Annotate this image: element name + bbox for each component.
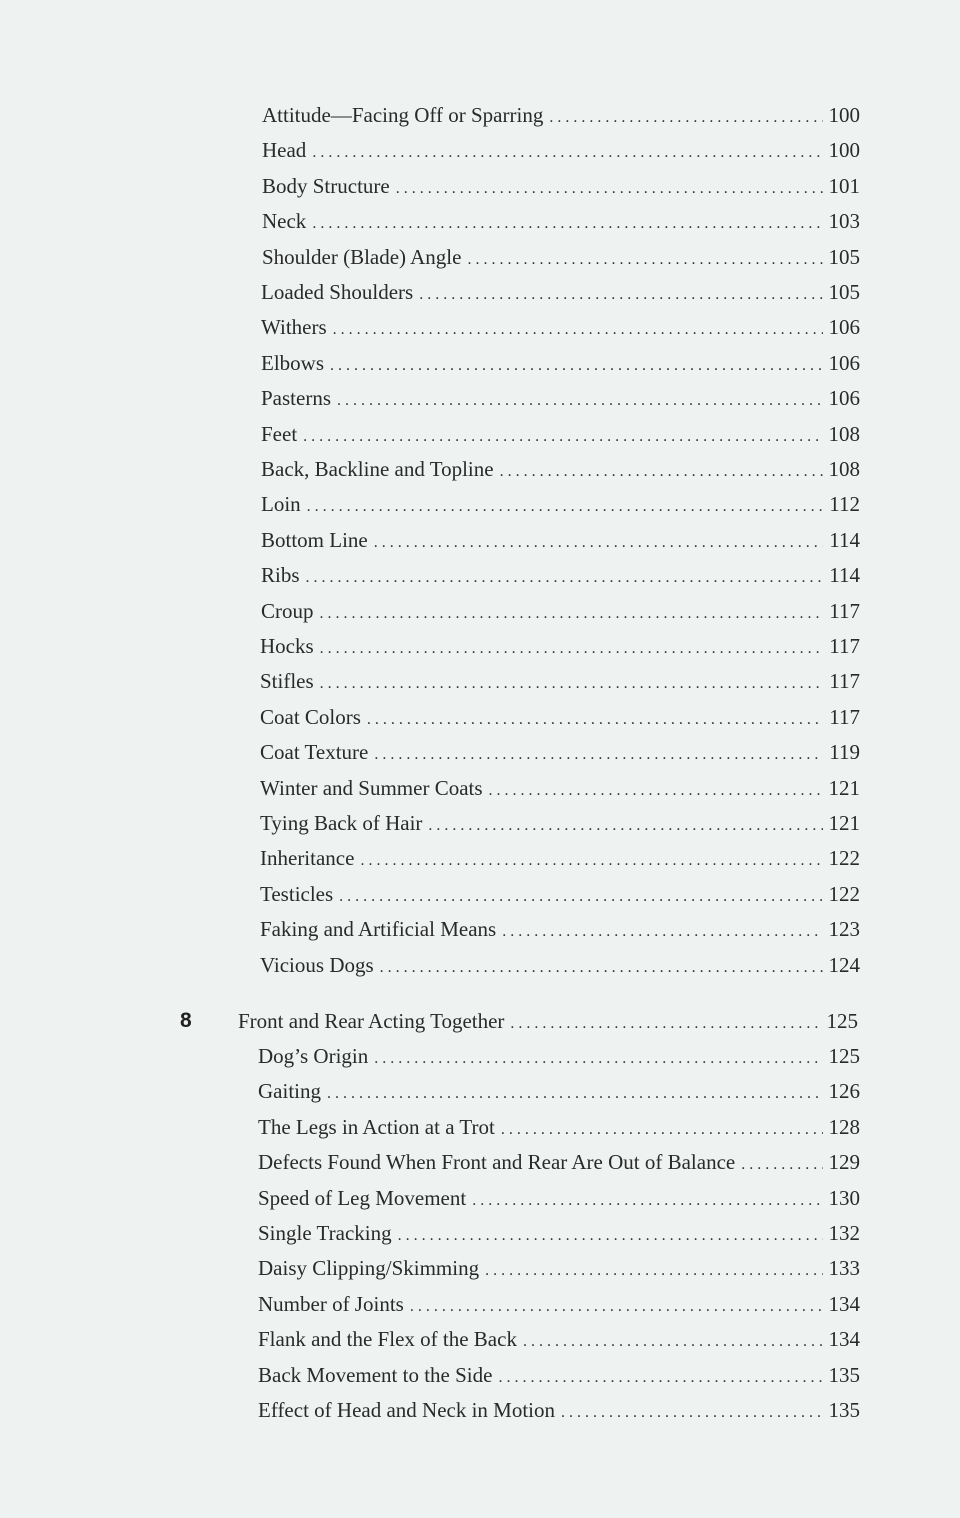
toc-page-number: 134 (828, 1292, 860, 1316)
dot-leader (561, 1398, 822, 1428)
toc-page-number: 132 (828, 1221, 860, 1245)
toc-entry-title: Hocks (260, 634, 314, 658)
toc-page-number: 105 (828, 280, 860, 304)
toc-page-number: 108 (828, 457, 860, 481)
dot-leader (396, 174, 823, 204)
dot-leader (374, 740, 823, 770)
toc-entry-title: Faking and Artificial Means (260, 917, 497, 941)
dot-leader (489, 776, 823, 806)
toc-entry (258, 1253, 860, 1283)
toc-page-number: 123 (828, 917, 860, 941)
dot-leader (374, 528, 824, 558)
dot-leader (303, 422, 822, 452)
toc-entry (260, 631, 860, 661)
toc-entry-title: Attitude—Facing Off or Sparring (262, 103, 544, 127)
toc-entry-title: Tying Back of Hair (260, 811, 423, 835)
dot-leader (500, 457, 823, 487)
toc-entry-title: Single Tracking (258, 1221, 392, 1245)
toc-entry (260, 914, 860, 944)
toc-entry (261, 419, 860, 449)
toc-entry (258, 1147, 860, 1177)
toc-page-number: 121 (828, 776, 860, 800)
toc-entry (258, 1360, 860, 1390)
chapter-page-number: 125 (826, 1009, 858, 1033)
toc-page-number: 106 (828, 351, 860, 375)
toc-entry-title: Effect of Head and Neck in Motion (258, 1398, 556, 1422)
dot-leader (312, 138, 822, 168)
toc-entry-title: Testicles (260, 882, 334, 906)
toc-entry-title: Body Structure (262, 174, 390, 198)
dot-leader (472, 1186, 822, 1216)
dot-leader (367, 705, 823, 735)
toc-entry (261, 383, 860, 413)
toc-entry-title: Coat Texture (260, 740, 369, 764)
dot-leader (337, 386, 823, 416)
toc-entry (260, 843, 860, 873)
dot-leader (398, 1221, 823, 1251)
dot-leader (485, 1256, 822, 1286)
toc-entry-title: Croup (261, 599, 314, 623)
toc-page-number: 112 (829, 492, 860, 516)
toc-page-number: 125 (828, 1044, 860, 1068)
toc-entry-title: Feet (261, 422, 298, 446)
toc-entry (260, 879, 860, 909)
toc-page-number: 122 (828, 846, 860, 870)
toc-page-number: 114 (829, 528, 860, 552)
toc-entry-title: The Legs in Action at a Trot (258, 1115, 495, 1139)
toc-entry (258, 1218, 860, 1248)
toc-page-number: 114 (829, 563, 860, 587)
toc-page-number: 106 (828, 315, 860, 339)
toc-entry-title: Inheritance (260, 846, 355, 870)
toc-page-number: 106 (828, 386, 860, 410)
dot-leader (523, 1327, 823, 1357)
toc-entry-title: Withers (261, 315, 327, 339)
dot-leader (510, 1009, 820, 1039)
dot-leader (307, 492, 824, 522)
toc-entry (261, 312, 860, 342)
dot-leader (741, 1150, 822, 1180)
toc-entry (262, 135, 860, 165)
dot-leader (428, 811, 822, 841)
toc-entry-title: Vicious Dogs (260, 953, 374, 977)
toc-page-number: 121 (828, 811, 860, 835)
toc-page-number: 122 (828, 882, 860, 906)
dot-leader (410, 1292, 823, 1322)
toc-page-number: 128 (828, 1115, 860, 1139)
dot-leader (467, 245, 822, 275)
toc-entry (261, 348, 860, 378)
toc-entry-title: Loaded Shoulders (261, 280, 414, 304)
toc-entry-title: Daisy Clipping/Skimming (258, 1256, 480, 1280)
toc-page-number: 134 (828, 1327, 860, 1351)
dot-leader (501, 1115, 823, 1145)
toc-entry-title: Neck (262, 209, 307, 233)
dot-leader (498, 1363, 822, 1393)
dot-leader (502, 917, 822, 947)
toc-entry (261, 525, 860, 555)
toc-entry (260, 808, 860, 838)
toc-page-number: 100 (828, 138, 860, 162)
toc-page-number: 133 (828, 1256, 860, 1280)
toc-page-number: 108 (828, 422, 860, 446)
toc-entry (258, 1076, 860, 1106)
toc-page-number: 117 (829, 705, 860, 729)
toc-entry-title: Stifles (260, 669, 314, 693)
dot-leader (360, 846, 822, 876)
dot-leader (320, 599, 824, 629)
toc-entry (261, 489, 860, 519)
toc-entry-title: Winter and Summer Coats (260, 776, 483, 800)
toc-entry (260, 666, 860, 696)
chapter-title: Front and Rear Acting Together (238, 1009, 505, 1033)
toc-page-number: 117 (829, 634, 860, 658)
toc-entry-title: Speed of Leg Movement (258, 1186, 467, 1210)
toc-entry (258, 1183, 860, 1213)
toc-page-number: 100 (828, 103, 860, 127)
dot-leader (549, 103, 822, 133)
toc-page-number: 130 (828, 1186, 860, 1210)
toc-page-number: 119 (829, 740, 860, 764)
toc-entry-title: Flank and the Flex of the Back (258, 1327, 517, 1351)
toc-entry (261, 277, 860, 307)
toc-entry (258, 1324, 860, 1354)
toc-page-number: 117 (829, 669, 860, 693)
chapter-heading (238, 1006, 858, 1036)
dot-leader (327, 1079, 823, 1109)
toc-entry-title: Shoulder (Blade) Angle (262, 245, 462, 269)
toc-entry-title: Defects Found When Front and Rear Are Out of Balance (258, 1150, 736, 1174)
toc-entry (261, 454, 860, 484)
toc-entry-title: Ribs (261, 563, 300, 587)
toc-page-number: 129 (828, 1150, 860, 1174)
toc-entry (258, 1289, 860, 1319)
toc-entry (261, 596, 860, 626)
toc-entry-title: Loin (261, 492, 301, 516)
dot-leader (330, 351, 823, 381)
dot-leader (306, 563, 824, 593)
dot-leader (419, 280, 822, 310)
toc-entry (258, 1041, 860, 1071)
toc-entry (262, 206, 860, 236)
dot-leader (320, 634, 824, 664)
toc-entry-title: Bottom Line (261, 528, 368, 552)
dot-leader (380, 953, 823, 983)
chapter-number: 8 (180, 1009, 192, 1032)
toc-entry (260, 702, 860, 732)
toc-page-number: 103 (828, 209, 860, 233)
toc-page-number: 101 (828, 174, 860, 198)
toc-entry-title: Pasterns (261, 386, 331, 410)
toc-page-number: 124 (828, 953, 860, 977)
toc-entry (262, 242, 860, 272)
toc-entry (261, 560, 860, 590)
toc-entry (262, 100, 860, 130)
dot-leader (339, 882, 822, 912)
toc-entry (260, 737, 860, 767)
toc-page-number: 117 (829, 599, 860, 623)
dot-leader (320, 669, 824, 699)
toc-entry-title: Head (262, 138, 307, 162)
toc-entry-title: Number of Joints (258, 1292, 404, 1316)
toc-entry-title: Gaiting (258, 1079, 321, 1103)
dot-leader (374, 1044, 822, 1074)
toc-entry-title: Back, Backline and Topline (261, 457, 494, 481)
toc-page-number: 135 (828, 1398, 860, 1422)
toc-entry-title: Coat Colors (260, 705, 361, 729)
toc-page-number: 105 (828, 245, 860, 269)
dot-leader (312, 209, 822, 239)
toc-page-number: 135 (828, 1363, 860, 1387)
toc-entry (258, 1112, 860, 1142)
toc-entry-title: Elbows (261, 351, 324, 375)
toc-entry-title: Dog’s Origin (258, 1044, 369, 1068)
toc-page-number: 126 (828, 1079, 860, 1103)
toc-entry-title: Back Movement to the Side (258, 1363, 493, 1387)
toc-entry (260, 950, 860, 980)
toc-entry (260, 773, 860, 803)
toc-entry (262, 171, 860, 201)
dot-leader (333, 315, 823, 345)
toc-entry (258, 1395, 860, 1425)
